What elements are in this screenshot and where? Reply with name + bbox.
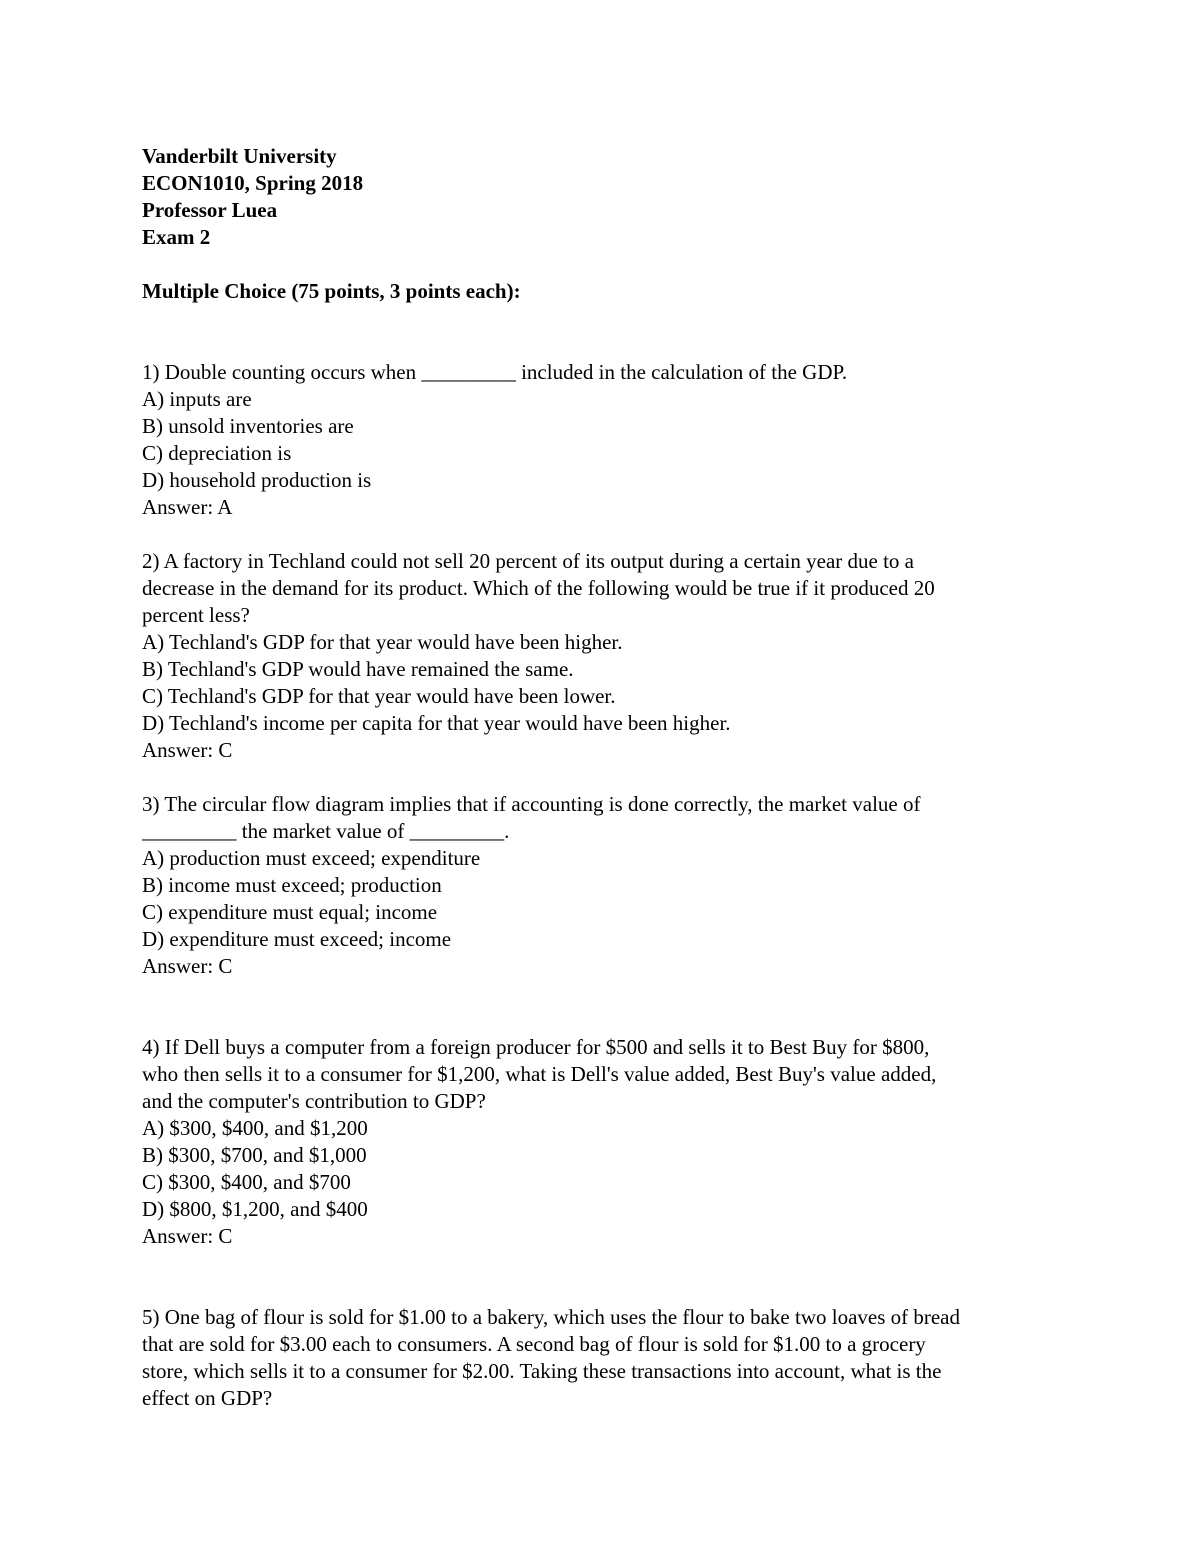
section-title: Multiple Choice (75 points, 3 points each): (142, 279, 521, 303)
university-name: Vanderbilt University (142, 144, 337, 168)
answer-option: C) $300, $400, and $700 (142, 1170, 351, 1194)
question-4 (142, 1034, 1072, 1250)
question-stem: 3) The circular flow diagram implies that if accounting is done correctly, the market value of (142, 792, 921, 816)
answer-option: A) Techland's GDP for that year would have been higher. (142, 630, 623, 654)
exam-page (142, 143, 1072, 1412)
question-stem: and the computer's contribution to GDP? (142, 1089, 486, 1113)
answer-option: C) depreciation is (142, 441, 292, 465)
question-stem: 5) One bag of flour is sold for $1.00 to a bakery, which uses the flour to bake two loaves of bread (142, 1305, 961, 1329)
answer-option: C) Techland's GDP for that year would have been lower. (142, 684, 616, 708)
exam-header (142, 143, 1072, 251)
exam-title: Exam 2 (142, 225, 211, 249)
answer-option: B) $300, $700, and $1,000 (142, 1143, 367, 1167)
answer-key: Answer: C (142, 954, 233, 978)
professor-name: Professor Luea (142, 198, 278, 222)
answer-option: A) $300, $400, and $1,200 (142, 1116, 368, 1140)
question-3 (142, 791, 1072, 980)
answer-option: A) inputs are (142, 387, 252, 411)
answer-option: B) unsold inventories are (142, 414, 354, 438)
answer-option: B) income must exceed; production (142, 873, 442, 897)
answer-option: D) Techland's income per capita for that year would have been higher. (142, 711, 731, 735)
question-stem: _________ the market value of _________. (142, 819, 510, 843)
course-title: ECON1010, Spring 2018 (142, 171, 364, 195)
question-stem: that are sold for $3.00 each to consumers. A second bag of flour is sold for $1.00 to a grocery (142, 1332, 926, 1356)
question-2 (142, 548, 1072, 764)
question-stem: effect on GDP? (142, 1386, 273, 1410)
answer-option: D) $800, $1,200, and $400 (142, 1197, 368, 1221)
answer-option: D) household production is (142, 468, 372, 492)
question-5 (142, 1304, 1072, 1412)
answer-key: Answer: C (142, 1224, 233, 1248)
answer-key: Answer: C (142, 738, 233, 762)
question-stem: percent less? (142, 603, 250, 627)
question-1 (142, 359, 1072, 521)
question-stem: decrease in the demand for its product. Which of the following would be true if it produced 20 (142, 576, 935, 600)
answer-option: A) production must exceed; expenditure (142, 846, 481, 870)
question-stem: 4) If Dell buys a computer from a foreign producer for $500 and sells it to Best Buy for $800, (142, 1035, 930, 1059)
question-stem: 1) Double counting occurs when _________ included in the calculation of the GDP. (142, 360, 848, 384)
question-stem: 2) A factory in Techland could not sell 20 percent of its output during a certain year due to a (142, 549, 914, 573)
answer-option: D) expenditure must exceed; income (142, 927, 452, 951)
question-stem: store, which sells it to a consumer for $2.00. Taking these transactions into account, what is the (142, 1359, 942, 1383)
answer-option: B) Techland's GDP would have remained the same. (142, 657, 574, 681)
answer-key: Answer: A (142, 495, 233, 519)
answer-option: C) expenditure must equal; income (142, 900, 438, 924)
question-stem: who then sells it to a consumer for $1,200, what is Dell's value added, Best Buy's value added, (142, 1062, 937, 1086)
